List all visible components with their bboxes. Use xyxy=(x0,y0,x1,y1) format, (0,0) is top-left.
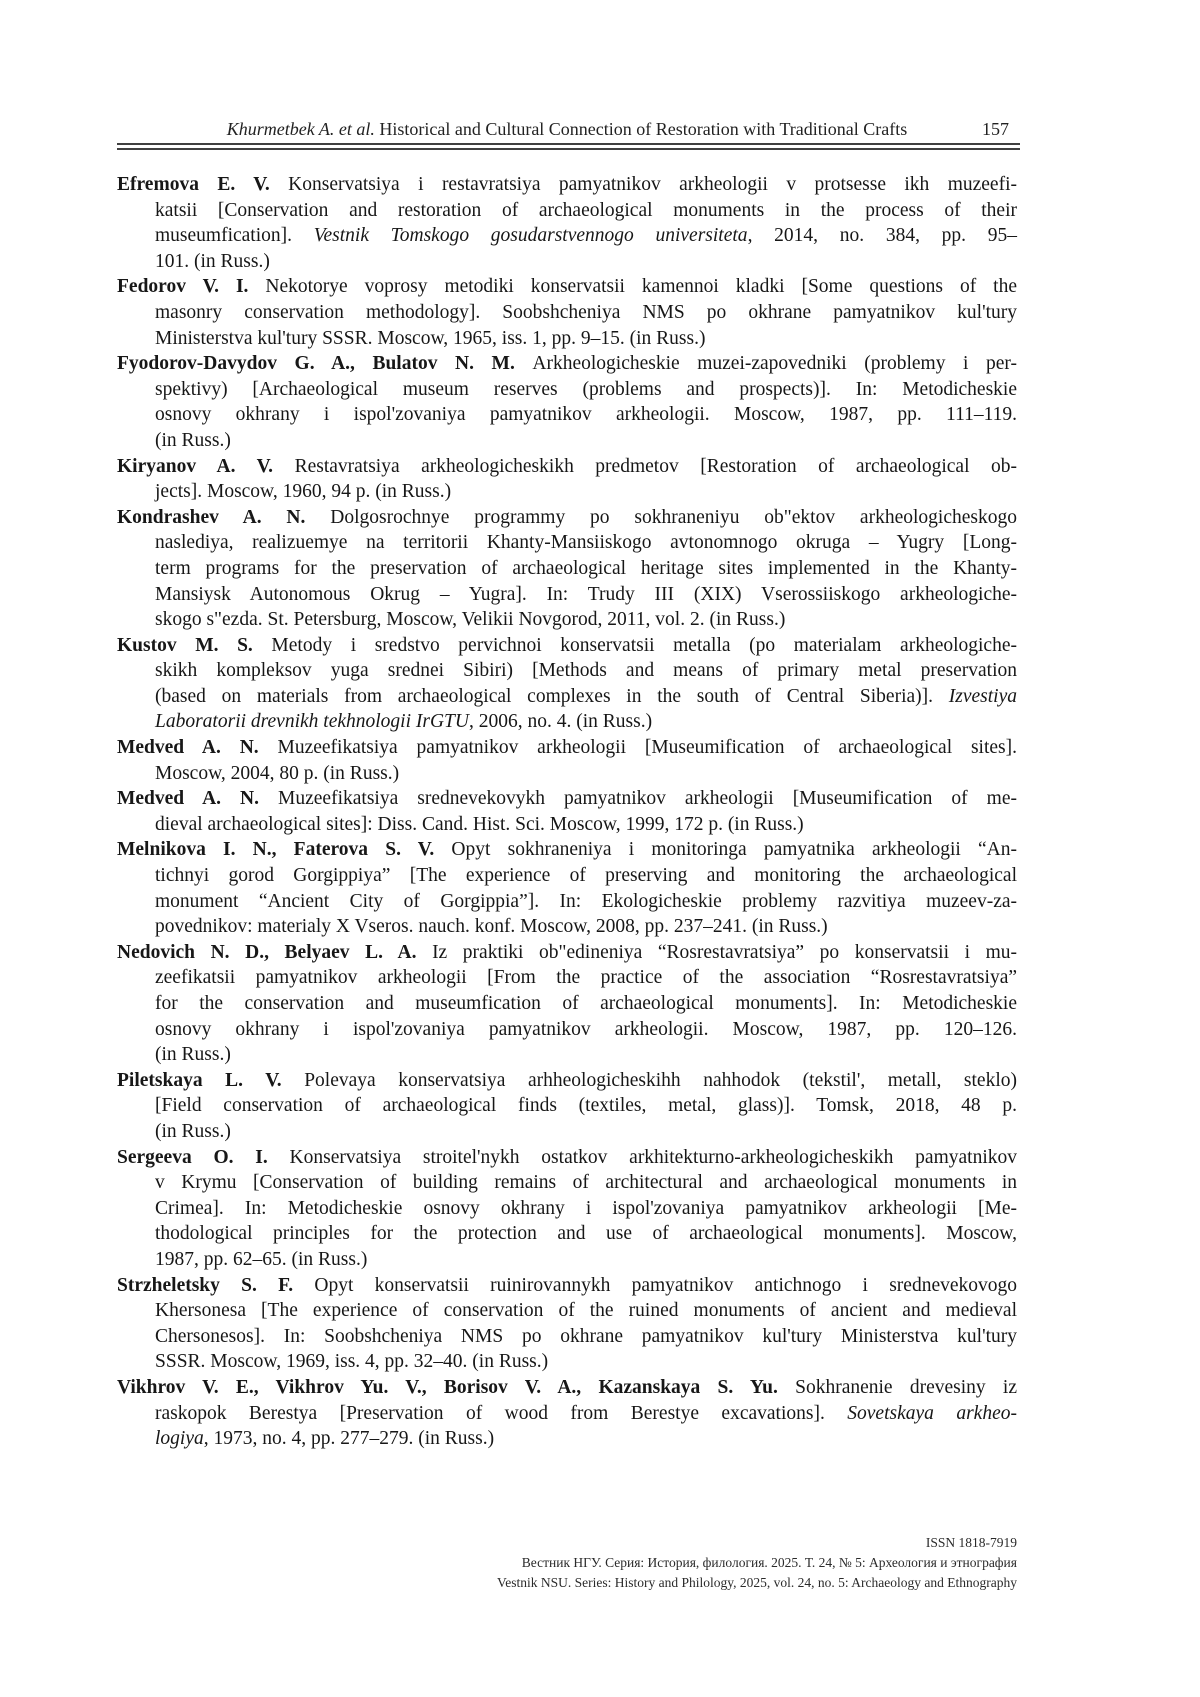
reference-line xyxy=(117,1068,1017,1094)
reference-line xyxy=(117,479,1017,505)
reference-line xyxy=(117,274,1017,300)
reference-text: jects]. Moscow, 1960, 94 p. (in Russ.) xyxy=(155,481,452,503)
reference-entry xyxy=(117,837,1017,939)
reference-author-names: Sergeeva O. I. xyxy=(117,1146,290,1168)
reference-line xyxy=(117,735,1017,761)
reference-text: SSSR. Moscow, 1969, iss. 4, pp. 32–40. (in Russ.) xyxy=(155,1351,549,1373)
reference-text: (in Russ.) xyxy=(155,1044,231,1066)
reference-entry xyxy=(117,274,1017,351)
reference-line xyxy=(117,684,1017,710)
reference-line xyxy=(117,428,1017,454)
reference-entry xyxy=(117,172,1017,274)
reference-line xyxy=(117,837,1017,863)
reference-text: katsii [Conservation and restoration of archaeological monuments in the process of their xyxy=(155,199,1017,221)
reference-line xyxy=(117,1170,1017,1196)
reference-text: skogo s"ezda. St. Petersburg, Moscow, Velikii Novgorod, 2011, vol. 2. (in Russ.) xyxy=(155,609,786,631)
reference-text: Dolgosrochnye programmy po sokhraneniyu ob"ektov arkheologicheskogo xyxy=(330,506,1017,528)
reference-text: v Krymu [Conservation of building remains of architectural and archaeological monuments in xyxy=(155,1172,1017,1194)
running-header xyxy=(117,118,1017,140)
reference-line xyxy=(117,172,1017,198)
reference-text: Restavratsiya arkheologicheskikh predmetov [Restoration of archaeological ob- xyxy=(294,455,1017,477)
reference-line xyxy=(117,1375,1017,1401)
reference-text: naslediya, realizuemye na territorii Khanty-Mansiiskogo avtonomnogo okruga – Yugry [Long- xyxy=(155,532,1017,554)
reference-line xyxy=(117,1017,1017,1043)
reference-text: Opyt konservatsii ruinirovannykh pamyatnikov antichnogo i srednevekovogo xyxy=(314,1274,1018,1296)
reference-author-names: Medved A. N. xyxy=(117,737,278,759)
reference-journal-italic: Vestnik Tomskogo gosudarstvennogo universiteta xyxy=(313,225,748,247)
reference-journal-italic: Laboratorii drevnikh tekhnologii IrGTU xyxy=(155,711,469,733)
reference-line xyxy=(117,965,1017,991)
reference-text: Crimea]. In: Metodicheskie osnovy okhrany i ispol'zovaniya pamyatnikov arkheologii [Me- xyxy=(155,1197,1017,1219)
reference-entry xyxy=(117,1273,1017,1375)
reference-entry xyxy=(117,940,1017,1068)
reference-text: Opyt sokhraneniya i monitoringa pamyatnika arkheologii “An- xyxy=(451,839,1017,861)
reference-author-names: Kondrashev A. N. xyxy=(117,506,331,528)
reference-entry xyxy=(117,735,1017,786)
reference-text: povednikov: materialy X Vseros. nauch. konf. Moscow, 2008, pp. 237–241. (in Russ.) xyxy=(155,916,828,938)
reference-entry xyxy=(117,633,1017,735)
reference-line xyxy=(117,1119,1017,1145)
reference-author-names: Nedovich N. D., Belyaev L. A. xyxy=(117,941,433,963)
reference-line xyxy=(117,1349,1017,1375)
reference-text: skikh kompleksov yuga srednei Sibiri) [Methods and means of primary metal preservation xyxy=(155,660,1017,682)
reference-entry xyxy=(117,786,1017,837)
reference-author-names: Kustov M. S. xyxy=(117,634,272,656)
reference-text: osnovy okhrany i ispol'zovaniya pamyatnikov arkheologii. Moscow, 1987, pp. 120–126. xyxy=(155,1018,1017,1040)
reference-text: Konservatsiya stroitel'nykh ostatkov arkhitekturno-arkheologicheskikh pamyatnikov xyxy=(289,1146,1017,1168)
reference-line xyxy=(117,914,1017,940)
reference-line xyxy=(117,709,1017,735)
reference-text: Chersonesos]. In: Soobshcheniya NMS po okhrane pamyatnikov kul'tury Ministerstva kul'tury xyxy=(155,1325,1017,1347)
reference-line xyxy=(117,1298,1017,1324)
reference-line xyxy=(117,1042,1017,1068)
page-number: 157 xyxy=(982,119,1009,139)
reference-line xyxy=(117,505,1017,531)
reference-text: , 2006, no. 4. (in Russ.) xyxy=(468,711,653,733)
reference-text: 1987, pp. 62–65. (in Russ.) xyxy=(155,1248,368,1270)
reference-text: Polevaya konservatsiya arhheologicheskihh nahhodok (tekstil', metall, steklo) xyxy=(304,1069,1017,1091)
references-list xyxy=(117,172,1017,1452)
reference-line xyxy=(117,249,1017,275)
reference-line xyxy=(117,351,1017,377)
reference-line xyxy=(117,402,1017,428)
reference-entry xyxy=(117,1145,1017,1273)
reference-line xyxy=(117,300,1017,326)
reference-text: (in Russ.) xyxy=(155,1120,231,1142)
reference-text: zeefikatsii pamyatnikov arkheologii [From the practice of the association “Rosrestavratsiya” xyxy=(155,967,1017,989)
reference-line xyxy=(117,454,1017,480)
reference-line xyxy=(117,1273,1017,1299)
reference-line xyxy=(117,530,1017,556)
reference-text: Metody i sredstvo pervichnoi konservatsii metalla (po materialam arkheologiche- xyxy=(271,634,1017,656)
reference-line xyxy=(117,761,1017,787)
reference-line xyxy=(117,812,1017,838)
reference-line xyxy=(117,1401,1017,1427)
reference-line xyxy=(117,1145,1017,1171)
reference-author-names: Melnikova I. N., Faterova S. V. xyxy=(117,839,452,861)
reference-text: Mansiysk Autonomous Okrug – Yugra]. In: Trudy III (XIX) Vserossiiskogo arkheologiche- xyxy=(155,583,1017,605)
reference-journal-italic: Izvestiya xyxy=(948,685,1017,707)
reference-line xyxy=(117,582,1017,608)
reference-journal-italic: logiya xyxy=(155,1428,204,1450)
footer-issn: ISSN 1818-7919 xyxy=(925,1535,1017,1550)
reference-line xyxy=(117,1426,1017,1452)
reference-text: masonry conservation methodology]. Soobshcheniya NMS po okhrane pamyatnikov kul'tury xyxy=(155,301,1017,323)
reference-entry xyxy=(117,505,1017,633)
reference-text: Moscow, 2004, 80 p. (in Russ.) xyxy=(155,762,400,784)
reference-line xyxy=(117,658,1017,684)
reference-line xyxy=(117,1093,1017,1119)
reference-author-names: Vikhrov V. E., Vikhrov Yu. V., Borisov V. A., Kazanskaya S. Yu. xyxy=(117,1376,796,1398)
reference-author-names: Fedorov V. I. xyxy=(117,276,266,298)
reference-text: , 1973, no. 4, pp. 277–279. (in Russ.) xyxy=(203,1428,495,1450)
reference-text: museumfication]. xyxy=(155,225,314,247)
reference-text: term programs for the preservation of archaeological heritage sites implemented in the Khanty- xyxy=(155,557,1017,579)
reference-text: Arkheologicheskie muzei-zapovedniki (problemy i per- xyxy=(532,353,1018,375)
reference-entry xyxy=(117,1375,1017,1452)
reference-author-names: Piletskaya L. V. xyxy=(117,1069,305,1091)
running-header-authors: Khurmetbek A. et al. xyxy=(226,119,375,139)
reference-author-names: Fyodorov-Davydov G. A., Bulatov N. M. xyxy=(117,353,533,375)
reference-line xyxy=(117,556,1017,582)
header-rule xyxy=(117,143,1020,150)
reference-journal-italic: Sovetskaya arkheo- xyxy=(847,1402,1017,1424)
reference-text: Khersonesa [The experience of conservation of the ruined monuments of ancient and medieval xyxy=(155,1300,1017,1322)
journal-footer xyxy=(497,1533,1017,1593)
reference-line xyxy=(117,889,1017,915)
reference-text: , 2014, no. 384, pp. 95– xyxy=(747,225,1018,247)
reference-text: Konservatsiya i restavratsiya pamyatnikov arkheologii v protsesse ikh muzeefi- xyxy=(288,174,1017,195)
reference-line xyxy=(117,607,1017,633)
reference-text: (based on materials from archaeological complexes in the south of Central Siberia)]. xyxy=(155,685,949,707)
reference-text: Nekotorye voprosy metodiki konservatsii kamennoi kladki [Some questions of the xyxy=(265,276,1017,298)
reference-text: dieval archaeological sites]: Diss. Cand. Hist. Sci. Moscow, 1999, 172 p. (in Russ.) xyxy=(155,813,804,835)
reference-line xyxy=(117,1247,1017,1273)
reference-line xyxy=(117,377,1017,403)
reference-author-names: Strzheletsky S. F. xyxy=(117,1274,315,1296)
reference-line xyxy=(117,633,1017,659)
reference-author-names: Kiryanov A. V. xyxy=(117,455,295,477)
reference-line xyxy=(117,198,1017,224)
reference-line xyxy=(117,1221,1017,1247)
reference-line xyxy=(117,326,1017,352)
reference-entry xyxy=(117,1068,1017,1145)
reference-text: osnovy okhrany i ispol'zovaniya pamyatnikov arkheologii. Moscow, 1987, pp. 111–119. xyxy=(155,404,1017,426)
reference-text: tichnyi gorod Gorgippiya” [The experience of preserving and monitoring the archaeological xyxy=(155,865,1017,887)
reference-author-names: Efremova E. V. xyxy=(117,174,289,195)
reference-line xyxy=(117,1324,1017,1350)
reference-text: for the conservation and museumfication of archaeological monuments]. In: Metodicheskie xyxy=(155,993,1017,1014)
reference-text: spektivy) [Archaeological museum reserves (problems and prospects)]. In: Metodicheskie xyxy=(155,378,1017,400)
reference-text: 101. (in Russ.) xyxy=(155,250,270,272)
reference-line xyxy=(117,940,1017,966)
reference-line xyxy=(117,991,1017,1017)
reference-line xyxy=(117,863,1017,889)
reference-entry xyxy=(117,454,1017,505)
running-header-title: Historical and Cultural Connection of Restoration with Traditional Crafts xyxy=(379,119,908,139)
reference-text: Ministerstva kul'tury SSSR. Moscow, 1965, iss. 1, pp. 9–15. (in Russ.) xyxy=(155,327,706,349)
reference-text: Iz praktiki ob"edineniya “Rosrestavratsiya” po konservatsii i mu- xyxy=(432,941,1017,963)
reference-text: thodological principles for the protection and use of archaeological monuments]. Moscow, xyxy=(155,1223,1017,1245)
reference-text: monument “Ancient City of Gorgippia”]. In: Ekologicheskie problemy razvitiya muzeev-za- xyxy=(155,890,1017,912)
footer-journal-en: Vestnik NSU. Series: History and Philology, 2025, vol. 24, no. 5: Archaeology and Ethnography xyxy=(497,1575,1017,1590)
reference-text: Sokhranenie drevesiny iz xyxy=(795,1376,1017,1398)
reference-text: raskopok Berestya [Preservation of wood from Berestye excavations]. xyxy=(155,1402,848,1424)
reference-text: Muzeefikatsiya srednevekovykh pamyatnikov arkheologii [Museumification of me- xyxy=(278,788,1017,810)
reference-line xyxy=(117,1196,1017,1222)
reference-line xyxy=(117,223,1017,249)
footer-journal-ru: Вестник НГУ. Серия: История, филология. 2025. Т. 24, № 5: Археология и этнография xyxy=(521,1555,1017,1570)
reference-text: [Field conservation of archaeological finds (textiles, metal, glass)]. Tomsk, 2018, 48 p. xyxy=(155,1095,1017,1117)
reference-text: (in Russ.) xyxy=(155,429,231,451)
reference-author-names: Medved A. N. xyxy=(117,788,279,810)
reference-entry xyxy=(117,351,1017,453)
reference-text: Muzeefikatsiya pamyatnikov arkheologii [Museumification of archaeological sites]. xyxy=(277,737,1017,759)
reference-line xyxy=(117,786,1017,812)
